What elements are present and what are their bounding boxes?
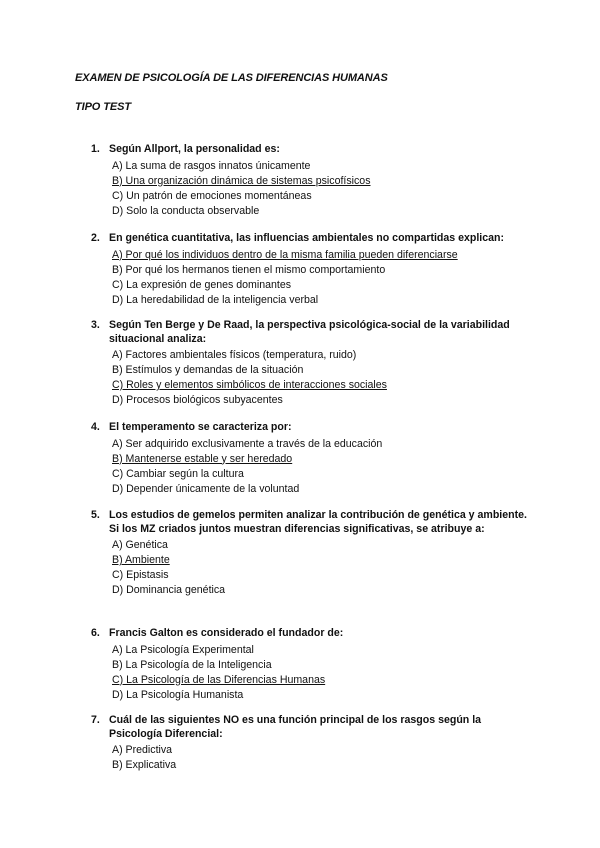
answer-option: D) Dominancia genética bbox=[112, 584, 226, 596]
answer-option: A) La suma de rasgos innatos únicamente bbox=[112, 159, 311, 172]
question-prompt: Francis Galton es considerado el fundador de: bbox=[109, 627, 344, 639]
exam-subtitle: TIPO TEST bbox=[75, 101, 131, 113]
option-list bbox=[112, 437, 531, 497]
question-5 bbox=[91, 509, 531, 598]
question-prompt: Según Allport, la personalidad es: bbox=[109, 143, 280, 155]
exam-title: EXAMEN DE PSICOLOGÍA DE LAS DIFERENCIAS HUMANAS bbox=[75, 72, 388, 84]
question-text bbox=[91, 143, 531, 157]
question-number: 5. bbox=[91, 509, 100, 521]
answer-option: B) La Psicología de la Inteligencia bbox=[112, 658, 272, 671]
answer-option-correct: B) Mantenerse estable y ser heredado bbox=[112, 452, 293, 465]
answer-option-correct: B) Una organización dinámica de sistemas psicofísicos bbox=[112, 174, 371, 187]
question-number: 4. bbox=[91, 421, 100, 433]
question-prompt: El temperamento se caracteriza por: bbox=[109, 421, 292, 433]
question-number: 6. bbox=[91, 627, 100, 639]
question-6 bbox=[91, 627, 531, 703]
question-3 bbox=[91, 319, 531, 408]
question-prompt: Los estudios de gemelos permiten analizar la contribución de genética y ambiente. Si los MZ criados juntos muestran diferencias significativas, se atribuye a: bbox=[109, 509, 527, 535]
option-list bbox=[112, 248, 531, 308]
answer-option: C) Cambiar según la cultura bbox=[112, 467, 244, 480]
answer-option: B) Estímulos y demandas de la situación bbox=[112, 364, 304, 376]
question-number: 2. bbox=[91, 232, 100, 244]
question-text bbox=[91, 627, 531, 641]
answer-option: C) Un patrón de emociones momentáneas bbox=[112, 189, 312, 202]
question-number: 1. bbox=[91, 143, 100, 155]
question-number: 7. bbox=[91, 714, 100, 726]
answer-option: B) Explicativa bbox=[112, 759, 177, 771]
answer-option: B) Por qué los hermanos tienen el mismo comportamiento bbox=[112, 263, 386, 276]
question-text bbox=[91, 421, 531, 435]
question-prompt: Según Ten Berge y De Raad, la perspectiva psicológica-social de la variabilidad situacional analiza: bbox=[109, 319, 510, 345]
question-prompt: En genética cuantitativa, las influencias ambientales no compartidas explican: bbox=[109, 232, 505, 244]
option-list bbox=[112, 159, 531, 219]
option-list bbox=[112, 643, 531, 703]
question-text bbox=[91, 319, 531, 346]
question-number: 3. bbox=[91, 319, 100, 331]
answer-option: D) La Psicología Humanista bbox=[112, 688, 244, 701]
answer-option-correct: A) Por qué los individuos dentro de la misma familia pueden diferenciarse bbox=[112, 248, 458, 261]
answer-option: A) Predictiva bbox=[112, 744, 173, 756]
question-4 bbox=[91, 421, 531, 497]
option-list bbox=[112, 348, 531, 408]
question-text bbox=[91, 232, 531, 246]
question-prompt: Cuál de las siguientes NO es una función principal de los rasgos según la Psicología Diferencial: bbox=[109, 714, 482, 740]
answer-option: D) La heredabilidad de la inteligencia verbal bbox=[112, 293, 319, 306]
answer-option-correct: C) Roles y elementos simbólicos de interacciones sociales bbox=[112, 379, 387, 391]
answer-option: D) Solo la conducta observable bbox=[112, 204, 260, 217]
answer-option: A) Genética bbox=[112, 539, 168, 551]
answer-option: A) Ser adquirido exclusivamente a través de la educación bbox=[112, 437, 383, 450]
answer-option: D) Procesos biológicos subyacentes bbox=[112, 394, 283, 406]
answer-option: D) Depender únicamente de la voluntad bbox=[112, 482, 300, 495]
answer-option-correct: B) Ambiente bbox=[112, 554, 170, 566]
answer-option: A) La Psicología Experimental bbox=[112, 643, 254, 656]
question-text bbox=[91, 714, 531, 741]
option-list bbox=[112, 743, 531, 773]
question-7 bbox=[91, 714, 531, 773]
question-1 bbox=[91, 143, 531, 219]
question-2 bbox=[91, 232, 531, 308]
answer-option-correct: C) La Psicología de las Diferencias Humanas bbox=[112, 673, 326, 686]
option-list bbox=[112, 538, 531, 598]
question-text bbox=[91, 509, 531, 536]
answer-option: C) La expresión de genes dominantes bbox=[112, 278, 292, 291]
answer-option: A) Factores ambientales físicos (temperatura, ruido) bbox=[112, 349, 357, 361]
answer-option: C) Epistasis bbox=[112, 569, 169, 581]
